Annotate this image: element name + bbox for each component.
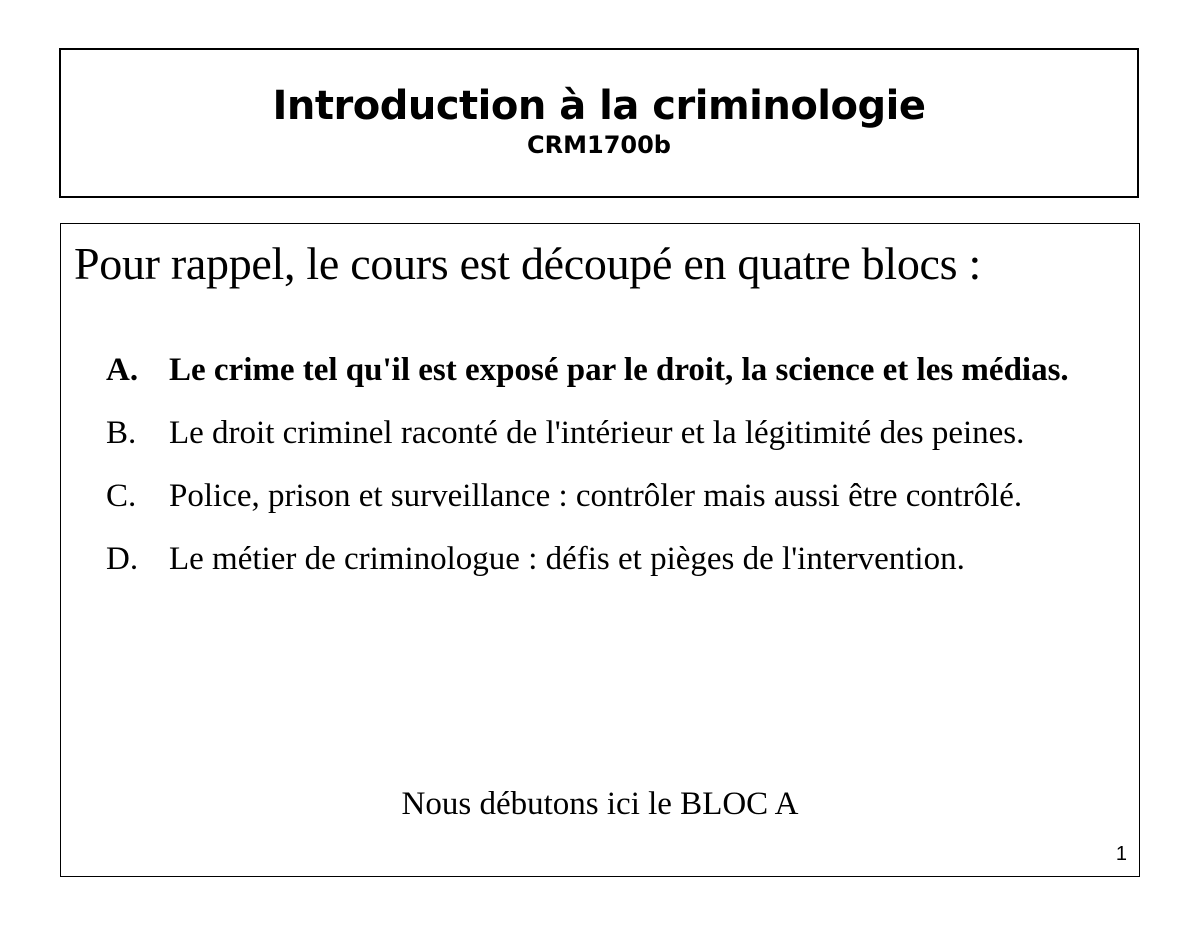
blocks-list <box>106 348 1128 600</box>
slide-header <box>59 48 1139 198</box>
slide-title: Introduction à la criminologie <box>272 83 926 129</box>
closing-text: Nous débutons ici le BLOC A <box>401 786 799 822</box>
page-number: 1 <box>1115 843 1127 865</box>
block-text: Le droit criminel raconté de l'intérieur et la légitimité des peines. <box>169 415 1025 451</box>
block-letter: D. <box>106 541 139 577</box>
block-letter: C. <box>106 478 137 514</box>
block-letter: A. <box>106 352 139 388</box>
block-text: Le crime tel qu'il est exposé par le droit, la science et les médias. <box>169 352 1069 388</box>
block-item-d <box>106 537 1128 581</box>
block-item-a <box>106 348 1128 392</box>
block-text: Police, prison et surveillance : contrôler mais aussi être contrôlé. <box>169 478 1023 514</box>
slide-content <box>60 223 1140 877</box>
block-item-b <box>106 411 1128 455</box>
block-item-c <box>106 474 1128 518</box>
block-text: Le métier de criminologue : défis et pièges de l'intervention. <box>169 541 965 577</box>
intro-text: Pour rappel, le cours est découpé en quatre blocs : <box>74 238 981 289</box>
block-letter: B. <box>106 415 137 451</box>
course-code: CRM1700b <box>527 131 671 159</box>
